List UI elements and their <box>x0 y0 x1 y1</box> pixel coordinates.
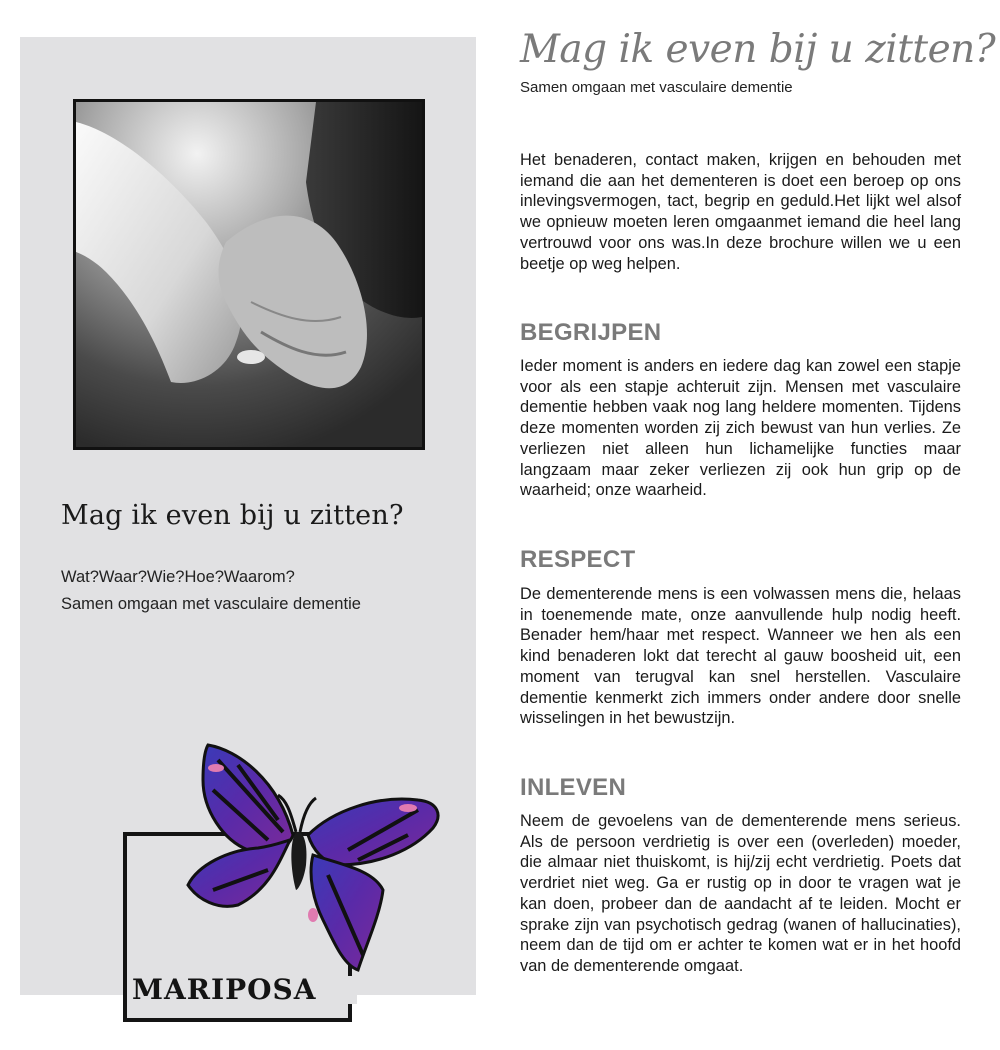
heading-respect: RESPECT <box>520 546 636 573</box>
logo-text: MARIPOSA <box>132 976 357 1004</box>
paragraph-inleven: Neem de gevoelens van de dementerende mens serieus. Als de persoon verdrietig is over een (overleden) moeder, die almaar niet thuiskomt, is hij/zij echt verdrietig. Poets dat verdriet niet weg. Ga er rustig op in door te vragen wat je kan doen, probeer dan de aandacht af te leiden. Mocht er sprake zijn van psychotisch gedrag (wanen of hallucinaties), neem dan de tijd om er achter te komen wat er in het hoofd van de dementerende omgaat. <box>520 812 961 975</box>
holding-hands-photo <box>73 99 425 450</box>
cover-title: Mag ik even bij u zitten? <box>61 500 404 531</box>
mariposa-logo <box>118 740 448 1030</box>
page-subtitle: Samen omgaan met vasculaire dementie <box>520 79 793 96</box>
heading-inleven: INLEVEN <box>520 774 627 801</box>
heading-begrijpen: BEGRIJPEN <box>520 319 662 346</box>
paragraph-respect: De dementerende mens is een volwassen mens die, helaas in toenemende mate, onze aanvullende hulp nodig heeft. Benader hem/haar met respect. Wanneer we hen als een kind benaderen lokt dat terecht al gauw boosheid uit, een moment van terugval kan snel herstellen. Vasculaire dementie kenmerkt zich immers onder andere door snelle wisselingen in het bewustzijn. <box>520 585 961 728</box>
paragraph-begrijpen: Ieder moment is anders en iedere dag kan zowel een stapje voor als een stapje achteruit zijn. Mensen met vasculaire dementie hebben vaak nog lang heldere momenten. Tijdens deze momenten worden zij zich bewust van hun verlies. Ze verliezen niet alleen hun lichamelijke functies maar langzaam maar zeker verliezen zij ook hun grip op de waarheid; onze waarheid. <box>520 357 961 500</box>
intro-paragraph: Het benaderen, contact maken, krijgen en behouden met iemand die aan het dementeren is doet een beroep op ons inlevingsvermogen, tact, begrip en geduld.Het lijkt wel alsof we opnieuw moeten leren omgaanmet iemand die heel lang vertrouwd voor ons was.In deze brochure willen we u een beetje op weg helpen. <box>520 151 961 273</box>
butterfly-icon <box>118 740 448 990</box>
cover-subtitle-questions: Wat?Waar?Wie?Hoe?Waarom? <box>61 568 295 586</box>
cover-subtitle: Samen omgaan met vasculaire dementie <box>61 595 361 613</box>
page-title: Mag ik even bij u zitten? <box>520 27 996 72</box>
